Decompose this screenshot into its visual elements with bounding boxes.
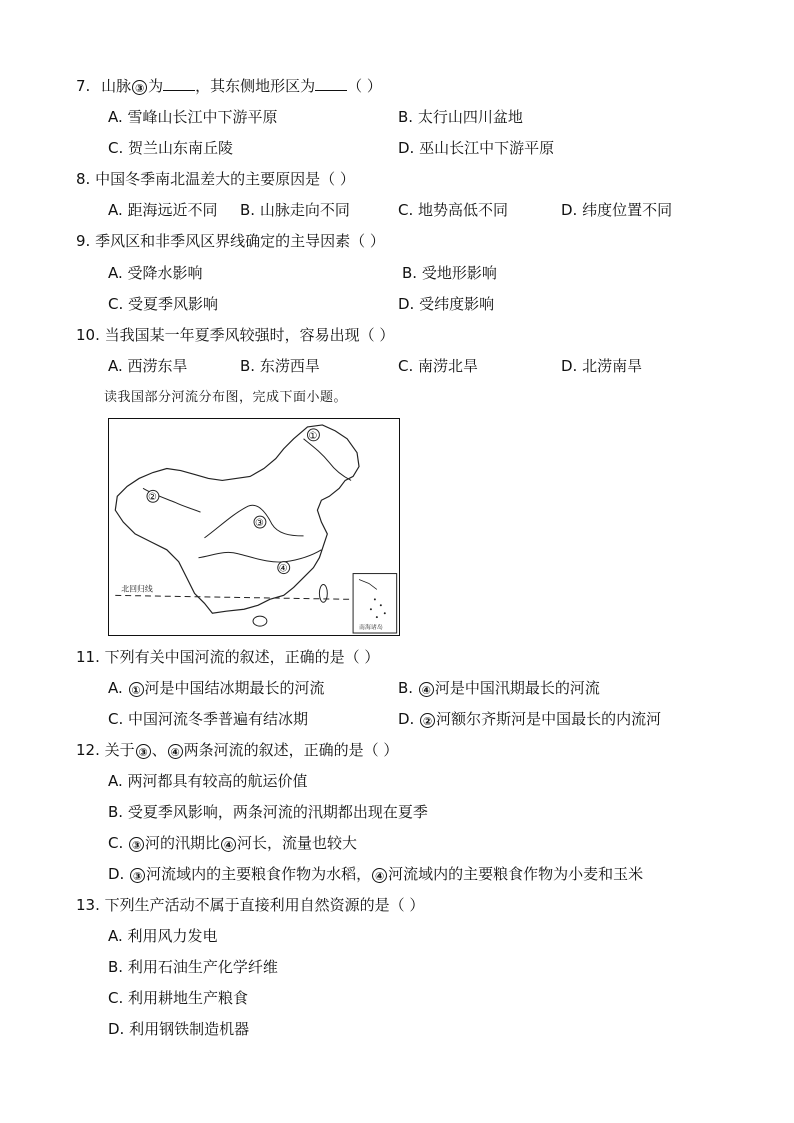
option-d[interactable] bbox=[108, 864, 643, 884]
question-12 bbox=[76, 740, 398, 760]
option-prefix: D. bbox=[398, 710, 420, 728]
question-10: 10. 当我国某一年夏季风较强时，容易出现（ ） bbox=[76, 326, 395, 344]
option-text: 河额尔齐斯河是中国最长的内流河 bbox=[436, 710, 662, 728]
south-sea-inset bbox=[353, 574, 397, 633]
inset-label: 南海诸岛 bbox=[359, 624, 383, 632]
label-1 bbox=[308, 429, 320, 442]
circled-number: ③ bbox=[132, 80, 147, 95]
option-c[interactable]: C. 地势高低不同 bbox=[398, 201, 509, 219]
option-text: 河流域内的主要粮食作物为水稻， bbox=[146, 865, 372, 883]
question-11: 11. 下列有关中国河流的叙述，正确的是（ ） bbox=[76, 648, 380, 666]
option-d[interactable]: D. 北涝南旱 bbox=[561, 357, 643, 375]
option-a[interactable] bbox=[108, 678, 325, 698]
question-number: 7. bbox=[76, 77, 91, 95]
map-instruction: 读我国部分河流分布图，完成下面小题。 bbox=[104, 390, 348, 405]
map-figure bbox=[109, 419, 399, 635]
option-c[interactable] bbox=[108, 833, 357, 853]
svg-text:③: ③ bbox=[254, 518, 264, 530]
option-c[interactable]: C. 南涝北旱 bbox=[398, 357, 479, 375]
option-prefix: C. bbox=[108, 834, 129, 852]
question-text: 、 bbox=[151, 741, 167, 759]
option-a[interactable]: A. 雪峰山长江中下游平原 bbox=[108, 108, 278, 126]
question-8: 8. 中国冬季南北温差大的主要原因是（ ） bbox=[76, 170, 355, 188]
river-4 bbox=[199, 550, 322, 562]
option-b[interactable]: B. 受夏季风影响，两条河流的汛期都出现在夏季 bbox=[108, 803, 428, 821]
hainan-island bbox=[253, 616, 267, 626]
option-text: 河的汛期比 bbox=[145, 834, 221, 852]
option-text: 河流域内的主要粮食作物为小麦和玉米 bbox=[388, 865, 644, 883]
tropic-line bbox=[115, 595, 351, 599]
question-text: ，其东侧地形区为 bbox=[195, 77, 316, 95]
option-a[interactable]: A. 距海远近不同 bbox=[108, 201, 218, 219]
tropic-label: 北回归线 bbox=[121, 584, 153, 594]
option-prefix: D. bbox=[108, 865, 130, 883]
circled-number: ④ bbox=[221, 837, 236, 852]
option-b[interactable]: B. 东涝西旱 bbox=[240, 357, 320, 375]
option-b[interactable]: B. 太行山四川盆地 bbox=[398, 108, 523, 126]
option-d[interactable]: D. 受纬度影响 bbox=[398, 295, 495, 313]
circled-number: ③ bbox=[130, 868, 145, 883]
option-c[interactable]: C. 受夏季风影响 bbox=[108, 295, 219, 313]
river-1 bbox=[304, 439, 352, 481]
option-d[interactable]: D. 纬度位置不同 bbox=[561, 201, 673, 219]
option-c[interactable]: C. 贺兰山东南丘陵 bbox=[108, 139, 234, 157]
answer-paren: （ ） bbox=[347, 77, 382, 95]
question-text: 12. 关于 bbox=[76, 741, 135, 759]
circled-number: ④ bbox=[419, 682, 434, 697]
question-text: 两条河流的叙述，正确的是（ ） bbox=[183, 741, 399, 759]
question-9: 9. 季风区和非季风区界线确定的主导因素（ ） bbox=[76, 232, 385, 250]
option-d[interactable]: D. 利用钢铁制造机器 bbox=[108, 1020, 250, 1038]
label-4 bbox=[278, 562, 290, 575]
taiwan-island bbox=[319, 584, 327, 602]
option-d[interactable] bbox=[398, 709, 661, 729]
question-13: 13. 下列生产活动不属于直接利用自然资源的是（ ） bbox=[76, 896, 425, 914]
option-b[interactable]: B. 利用石油生产化学纤维 bbox=[108, 958, 278, 976]
china-river-map bbox=[108, 418, 400, 636]
option-a[interactable]: A. 西涝东旱 bbox=[108, 357, 188, 375]
svg-text:②: ② bbox=[147, 492, 157, 504]
question-text: 为 bbox=[148, 77, 164, 95]
circled-number: ③ bbox=[129, 837, 144, 852]
circled-number: ④ bbox=[168, 744, 183, 759]
option-c[interactable]: C. 中国河流冬季普遍有结冰期 bbox=[108, 710, 309, 728]
circled-number: ④ bbox=[372, 868, 387, 883]
option-b[interactable]: B. 山脉走向不同 bbox=[240, 201, 350, 219]
option-a[interactable]: A. 受降水影响 bbox=[108, 264, 203, 282]
circled-number: ③ bbox=[136, 744, 151, 759]
answer-blank[interactable] bbox=[315, 76, 347, 91]
svg-text:④: ④ bbox=[278, 563, 288, 575]
option-c[interactable]: C. 利用耕地生产粮食 bbox=[108, 989, 249, 1007]
option-text: 河是中国汛期最长的河流 bbox=[434, 679, 600, 697]
label-2 bbox=[147, 490, 159, 503]
question-text: 山脉 bbox=[101, 77, 132, 95]
option-a[interactable]: A. 两河都具有较高的航运价值 bbox=[108, 772, 308, 790]
question-7 bbox=[76, 76, 382, 96]
svg-text:①: ① bbox=[308, 430, 318, 442]
option-text: 河长，流量也较大 bbox=[237, 834, 358, 852]
answer-blank[interactable] bbox=[163, 76, 195, 91]
label-3 bbox=[254, 516, 266, 529]
option-text: 河是中国结冰期最长的河流 bbox=[144, 679, 325, 697]
option-d[interactable]: D. 巫山长江中下游平原 bbox=[398, 139, 555, 157]
circled-number: ① bbox=[129, 682, 144, 697]
option-prefix: B. bbox=[398, 679, 418, 697]
option-prefix: A. bbox=[108, 679, 128, 697]
option-b[interactable]: B. 受地形影响 bbox=[402, 264, 497, 282]
option-b[interactable] bbox=[398, 678, 600, 698]
option-a[interactable]: A. 利用风力发电 bbox=[108, 927, 218, 945]
circled-number: ② bbox=[420, 713, 435, 728]
